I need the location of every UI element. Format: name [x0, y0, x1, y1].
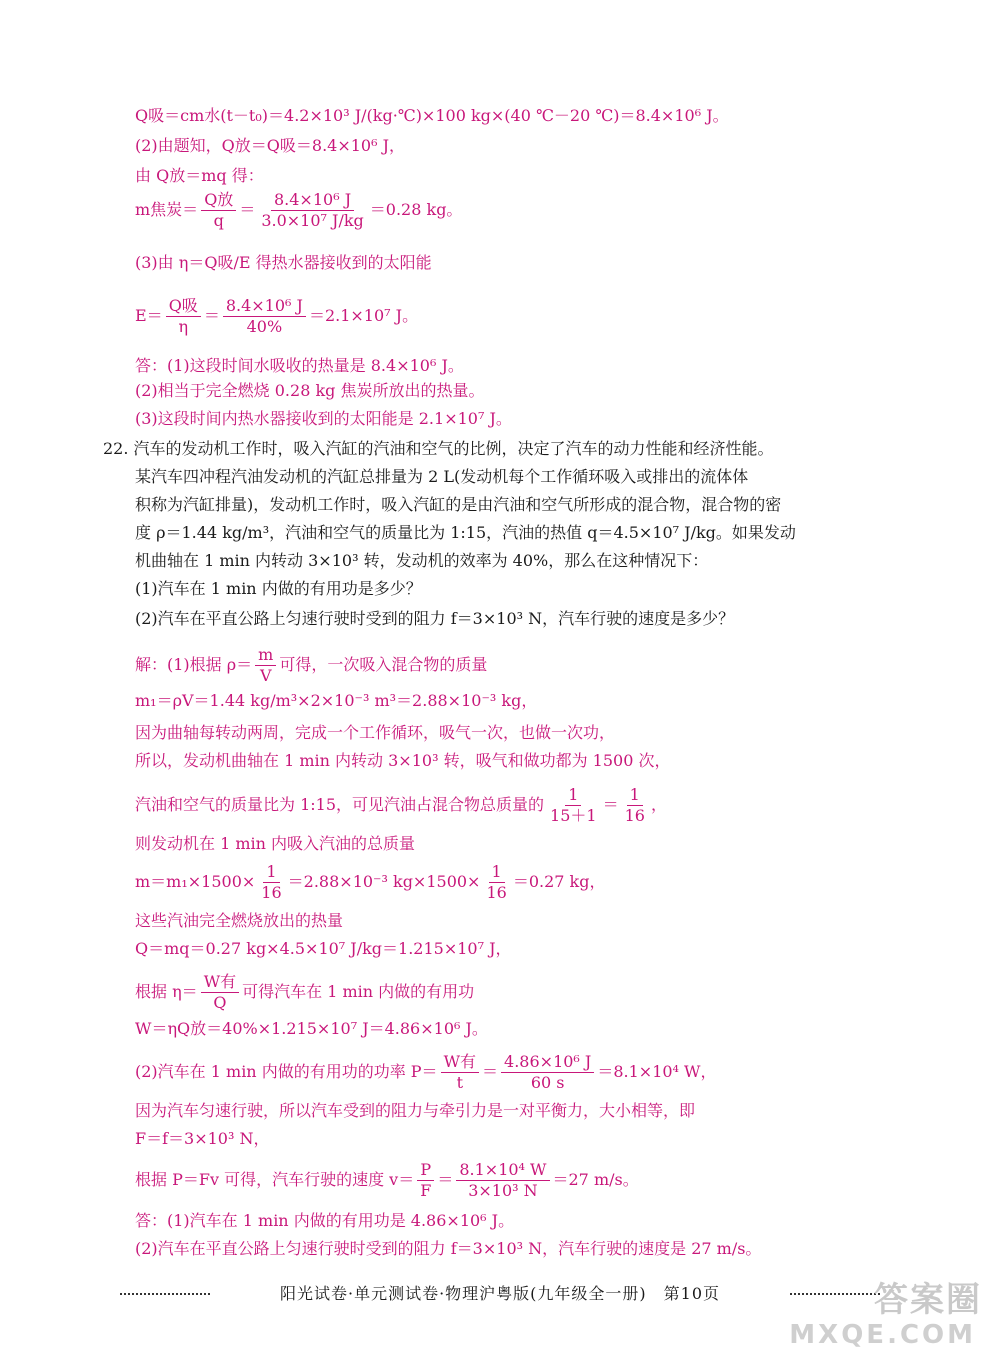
- formula-fuel-mass: [135, 862, 605, 903]
- fraction-numerator: P: [417, 1160, 434, 1181]
- fraction-denominator: V: [259, 666, 272, 685]
- text-line: 所以，发动机曲轴在 1 min 内转动 3×10³ 转，吸气和做功都为 1500 次，: [135, 751, 671, 770]
- formula-text: ＝8.1×10⁴ W，: [597, 1062, 717, 1081]
- fraction-denominator: 3.0×10⁷ J/kg: [261, 211, 364, 230]
- formula-text: ＝: [482, 1062, 499, 1081]
- fraction-numerator: 1: [565, 785, 581, 806]
- text-line: 则发动机在 1 min 内吸入汽油的总质量: [135, 834, 416, 853]
- formula-power: [135, 1052, 717, 1093]
- fraction-denominator: η: [178, 317, 189, 336]
- formula-text: 根据 P＝Fv 可得，汽车行驶的速度 v＝: [135, 1170, 415, 1189]
- footer-dotted-rule-left: [120, 1293, 210, 1295]
- text-line: 由 Q放＝mq 得：: [135, 166, 264, 185]
- fraction-numerator: 8.1×10⁴ W: [456, 1160, 549, 1181]
- fraction-numerator: 8.4×10⁶ J: [271, 190, 354, 211]
- fraction: [501, 1052, 594, 1093]
- formula-text: E＝: [135, 306, 163, 325]
- fraction-numerator: W有: [201, 972, 239, 993]
- formula-text: ，: [650, 795, 667, 814]
- fraction-numerator: 1: [263, 862, 279, 883]
- formula-text: 可得，一次吸入混合物的质量: [279, 655, 488, 674]
- text-line: 答：(1)这段时间水吸收的热量是 8.4×10⁶ J。: [135, 356, 464, 375]
- text-line: F＝f＝3×10³ N，: [135, 1129, 270, 1148]
- formula-text: ＝2.88×10⁻³ kg×1500×: [287, 872, 481, 891]
- fraction: [258, 190, 366, 231]
- fraction: [547, 785, 600, 826]
- text-line: 答：(1)汽车在 1 min 内做的有用功是 4.86×10⁶ J。: [135, 1211, 515, 1230]
- formula-text: ＝2.1×10⁷ J。: [308, 306, 419, 325]
- fraction-denominator: 15＋1: [550, 806, 597, 825]
- fraction: [456, 1160, 549, 1201]
- formula-ratio: [135, 785, 667, 826]
- fraction-numerator: 1: [627, 785, 643, 806]
- text-line: Q吸＝cm水(t－t₀)＝4.2×10³ J/(kg·℃)×100 kg×(40 ℃－20 ℃)＝8.4×10⁶ J。: [135, 106, 729, 125]
- text-line: (2)汽车在平直公路上匀速行驶时受到的阻力 f＝3×10³ N，汽车行驶的速度是多少？: [135, 609, 735, 628]
- fraction: [483, 862, 509, 903]
- fraction: [258, 862, 284, 903]
- watermark: [789, 1272, 990, 1362]
- fraction: [201, 972, 239, 1013]
- fraction-numerator: 1: [489, 862, 505, 883]
- formula-text: (2)汽车在 1 min 内做的有用功的功率 P＝: [135, 1062, 438, 1081]
- fraction: [201, 190, 236, 231]
- formula-text: ＝0.28 kg。: [369, 200, 463, 219]
- formula-text: m＝m₁×1500×: [135, 872, 256, 891]
- formula-text: ＝: [203, 306, 220, 325]
- text-line: (2)由题知，Q放＝Q吸＝8.4×10⁶ J，: [135, 136, 406, 155]
- fraction: [441, 1052, 479, 1093]
- fraction: [622, 785, 648, 826]
- formula-text: 根据 η＝: [135, 982, 198, 1001]
- formula-density: [135, 645, 487, 686]
- fraction-denominator: t: [456, 1073, 463, 1092]
- text-line: 22. 汽车的发动机工作时，吸入汽缸的汽油和空气的比例，决定了汽车的动力性能和经济性能。: [103, 439, 774, 458]
- text-line: Q＝mq＝0.27 kg×4.5×10⁷ J/kg＝1.215×10⁷ J，: [135, 939, 512, 958]
- formula-text: ＝27 m/s。: [552, 1170, 639, 1189]
- fraction-denominator: 3×10³ N: [468, 1181, 538, 1200]
- watermark-url-text: MXQE.COM: [789, 1320, 976, 1350]
- text-line: m₁＝ρV＝1.44 kg/m³×2×10⁻³ m³＝2.88×10⁻³ kg，: [135, 691, 538, 710]
- fraction-denominator: 16: [624, 806, 645, 825]
- watermark-logo-text: 答案圈: [874, 1280, 982, 1320]
- formula-speed: [135, 1160, 639, 1201]
- text-line: 这些汽油完全燃烧放出的热量: [135, 911, 344, 930]
- text-line: 积称为汽缸排量)，发动机工作时，吸入汽缸的是由汽油和空气所形成的混合物，混合物的密: [135, 495, 782, 514]
- fraction-numerator: m: [255, 645, 276, 666]
- fraction: [166, 296, 201, 337]
- formula-solar-energy: [135, 296, 418, 337]
- fraction-denominator: F: [420, 1181, 432, 1200]
- text-line: 因为曲轴每转动两周，完成一个工作循环，吸气一次，也做一次功，: [135, 723, 616, 742]
- text-line: W＝ηQ放＝40%×1.215×10⁷ J＝4.86×10⁶ J。: [135, 1019, 488, 1038]
- formula-text: 汽油和空气的质量比为 1:15，可见汽油占混合物总质量的: [135, 795, 545, 814]
- text-line: 因为汽车匀速行驶，所以汽车受到的阻力与牵引力是一对平衡力，大小相等，即: [135, 1101, 696, 1120]
- text-line: 某汽车四冲程汽油发动机的汽缸总排量为 2 L(发动机每个工作循环吸入或排出的流体体: [135, 467, 749, 486]
- formula-text: 可得汽车在 1 min 内做的有用功: [242, 982, 475, 1001]
- fraction-numerator: 8.4×10⁶ J: [223, 296, 306, 317]
- fraction: [223, 296, 306, 337]
- fraction-denominator: 16: [486, 883, 507, 902]
- formula-text: ＝: [239, 200, 256, 219]
- text-line: (3)由 η＝Q吸/E 得热水器接收到的太阳能: [135, 253, 432, 272]
- text-line: 度 ρ＝1.44 kg/m³，汽油和空气的质量比为 1:15，汽油的热值 q＝4.5×10⁷ J/kg。如果发动: [135, 523, 796, 542]
- text-line: (2)相当于完全燃烧 0.28 kg 焦炭所放出的热量。: [135, 381, 485, 400]
- formula-text: m焦炭＝: [135, 200, 199, 219]
- formula-text: ＝0.27 kg，: [512, 872, 606, 891]
- text-line: (3)这段时间内热水器接收到的太阳能是 2.1×10⁷ J。: [135, 409, 512, 428]
- fraction-numerator: Q吸: [166, 296, 201, 317]
- formula-efficiency: [135, 972, 474, 1013]
- fraction: [255, 645, 276, 686]
- footer-text: 阳光试卷·单元测试卷·物理沪粤版(九年级全一册) 第10页: [279, 1284, 721, 1303]
- fraction-denominator: 40%: [246, 317, 283, 336]
- fraction-numerator: Q放: [201, 190, 236, 211]
- formula-text: ＝: [602, 795, 619, 814]
- fraction-denominator: q: [213, 211, 224, 230]
- formula-coke-mass: [135, 190, 462, 231]
- formula-text: 解：(1)根据 ρ＝: [135, 655, 253, 674]
- fraction: [417, 1160, 434, 1201]
- text-line: 机曲轴在 1 min 内转动 3×10³ 转，发动机的效率为 40%，那么在这种情况下：: [135, 551, 709, 570]
- formula-text: ＝: [437, 1170, 454, 1189]
- fraction-numerator: 4.86×10⁶ J: [501, 1052, 594, 1073]
- fraction-denominator: 60 s: [530, 1073, 565, 1092]
- fraction-numerator: W有: [441, 1052, 479, 1073]
- text-line: (1)汽车在 1 min 内做的有用功是多少？: [135, 579, 422, 598]
- fraction-denominator: Q: [213, 993, 227, 1012]
- fraction-denominator: 16: [261, 883, 282, 902]
- text-line: (2)汽车在平直公路上匀速行驶时受到的阻力 f＝3×10³ N，汽车行驶的速度是 27 m/s。: [135, 1239, 762, 1258]
